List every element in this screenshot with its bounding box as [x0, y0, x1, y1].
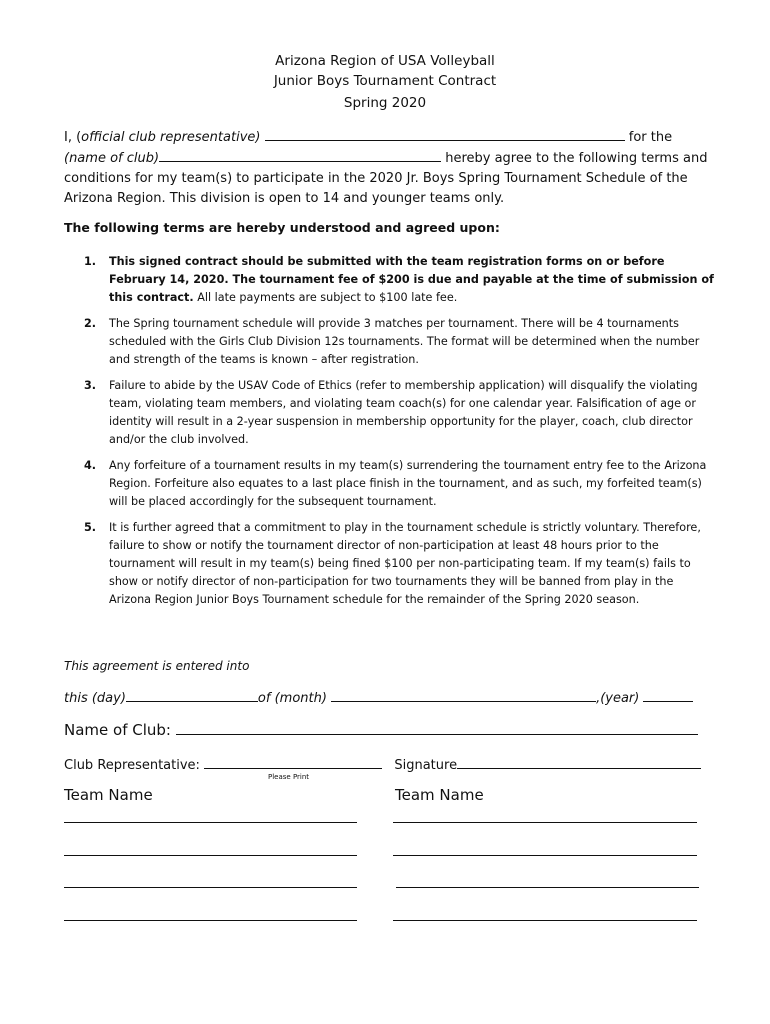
year-label: ,(year) [596, 691, 640, 706]
term-number: 3. [84, 379, 97, 392]
team-name-line[interactable] [64, 887, 357, 888]
month-label: of (month) [257, 691, 327, 706]
terms-list [84, 253, 714, 617]
team-name-label-left: Team Name [64, 786, 153, 804]
team-name-line[interactable] [64, 822, 357, 823]
terms-heading: The following terms are hereby understood and agreed upon: [64, 220, 500, 235]
term-number: 5. [84, 521, 97, 534]
intro-paragraph [64, 127, 714, 209]
club-label: (name of club) [64, 151, 160, 166]
intro-prefix: I, ( [64, 130, 82, 145]
term-text: It is further agreed that a commitment to play in the tournament schedule is strictly voluntary. Therefore, failure to show or notify the tournament director of non-participation at least 48 hours prior to the tournament will result in my team(s) being fined $100 per non-participating team. If my team(s) fails to show or notify director of non-participation for two tournaments they will be banned from play in the Arizona Region Junior Boys Tournament schedule for the remainder of the Spring 2020 season. [109, 521, 701, 606]
club-name-field[interactable] [176, 721, 698, 735]
intro-line-4: Arizona Region. This division is open to 14 and younger teams only. [64, 191, 505, 206]
for-the-text: for the [628, 130, 673, 145]
date-line [64, 688, 693, 706]
signature-field[interactable] [457, 755, 701, 769]
day-label: this (day) [64, 691, 126, 706]
term-text: The Spring tournament schedule will provide 3 matches per tournament. There will be 4 tournaments scheduled with the Girls Club Division 12s tournaments. The format will be determined when the number and strength of the teams is known – after registration. [109, 317, 700, 366]
term-text: Any forfeiture of a tournament results in my team(s) surrendering the tournament entry fee to the Arizona Region. Forfeiture also equates to a last place finish in the tournament, and as such, my forfeited team(s) will be placed accordingly for the subsequent tournament. [109, 459, 707, 508]
club-name-label: Name of Club: [64, 721, 171, 739]
term-item [84, 519, 714, 609]
club-rep-label: Club Representative: [64, 758, 200, 773]
club-name-blank[interactable] [159, 148, 441, 162]
term-number: 1. [84, 255, 97, 268]
year-blank[interactable] [643, 688, 693, 702]
term-bold-text: This signed contract should be submitted with the team registration forms on or before February 14, 2020. The tournament fee of $200 is due and payable at the time of submission of this contract. [109, 255, 714, 304]
team-name-line[interactable] [393, 855, 697, 856]
signature-label: Signature [394, 758, 458, 773]
rep-label: official club representative) [81, 130, 261, 145]
rep-name-blank[interactable] [265, 127, 625, 141]
term-number: 2. [84, 317, 97, 330]
agree-text: hereby agree to the following terms and [445, 151, 708, 166]
please-print-note: Please Print [268, 773, 310, 781]
intro-line-3: conditions for my team(s) to participate in the 2020 Jr. Boys Spring Tournament Schedule of the [64, 171, 688, 186]
term-text: All late payments are subject to $100 late fee. [197, 291, 458, 304]
team-name-line[interactable] [393, 822, 697, 823]
header-season: Spring 2020 [343, 95, 427, 111]
header-org: Arizona Region of USA Volleyball [275, 53, 495, 69]
term-item [84, 377, 714, 449]
team-name-line[interactable] [396, 887, 699, 888]
representative-line [64, 755, 701, 773]
term-text: Failure to abide by the USAV Code of Ethics (refer to membership application) will disqualify the violating team, violating team members, and violating team coach(s) for one calendar year. Falsification of age or identity will result in a 2-year suspension in membership opportunity for the player, coach, club director and/or the club involved. [109, 379, 698, 446]
team-name-line[interactable] [393, 920, 697, 921]
term-item [84, 457, 714, 511]
agreement-entered-text: This agreement is entered into [64, 659, 250, 673]
term-number: 4. [84, 459, 97, 472]
club-name-line [64, 721, 698, 739]
team-name-label-right: Team Name [395, 786, 484, 804]
term-item [84, 253, 714, 307]
club-rep-field[interactable] [204, 755, 382, 769]
day-blank[interactable] [126, 688, 258, 702]
term-item [84, 315, 714, 369]
team-name-line[interactable] [64, 855, 357, 856]
month-blank[interactable] [331, 688, 596, 702]
header-title: Junior Boys Tournament Contract [273, 73, 497, 89]
team-name-line[interactable] [64, 920, 357, 921]
